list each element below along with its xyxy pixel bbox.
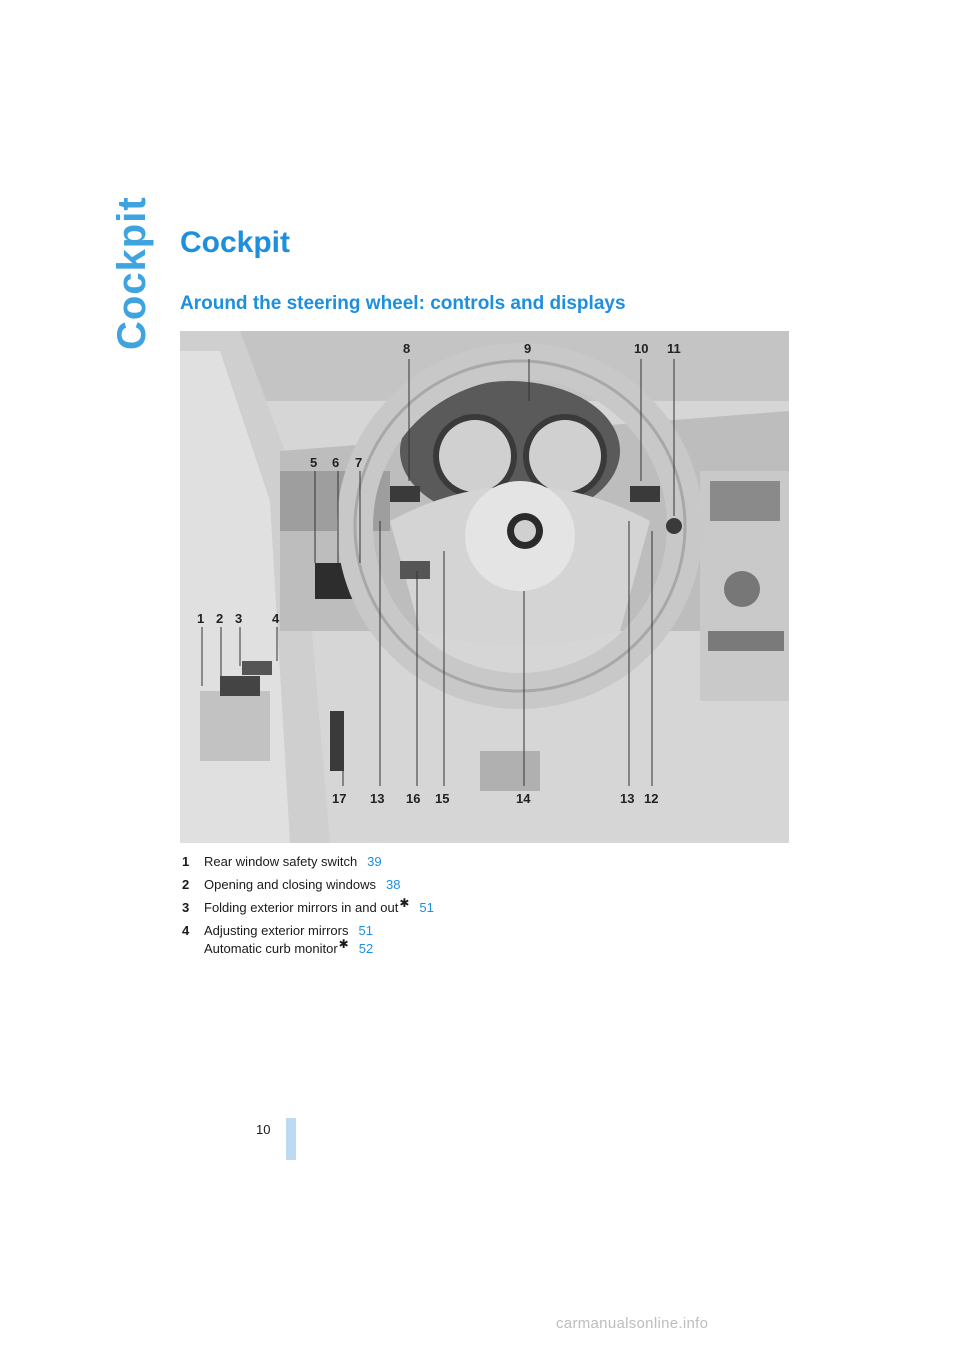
callout-14: 14 bbox=[516, 791, 531, 806]
callout-7: 7 bbox=[355, 455, 363, 470]
cockpit-drawing bbox=[180, 331, 789, 843]
callout-1: 1 bbox=[197, 611, 205, 626]
page-reference-link[interactable]: 51 bbox=[419, 900, 434, 915]
callout-9: 9 bbox=[524, 341, 532, 356]
optional-star-icon: ✱ bbox=[338, 936, 349, 951]
callout-12: 12 bbox=[644, 791, 659, 806]
legend-number: 3 bbox=[182, 900, 190, 915]
optional-star-icon: ✱ bbox=[399, 895, 410, 910]
legend-text: Folding exterior mirrors in and out bbox=[204, 900, 399, 915]
callout-4: 4 bbox=[272, 611, 280, 626]
callout-15: 15 bbox=[435, 791, 450, 806]
page-reference-link[interactable]: 52 bbox=[358, 941, 374, 956]
callout-13-right: 13 bbox=[620, 791, 635, 806]
callout-10: 10 bbox=[634, 341, 649, 356]
callout-11: 11 bbox=[667, 341, 681, 356]
callout-2: 2 bbox=[216, 611, 224, 626]
legend-number: 4 bbox=[182, 923, 190, 938]
callout-16: 16 bbox=[406, 791, 421, 806]
legend-item bbox=[182, 922, 742, 958]
legend-number: 1 bbox=[182, 854, 190, 869]
page-title: Cockpit bbox=[180, 226, 291, 259]
callout-17: 17 bbox=[332, 791, 347, 806]
legend-text: Opening and closing windows bbox=[204, 877, 376, 892]
page-reference-link[interactable]: 38 bbox=[386, 877, 401, 892]
page-reference-link[interactable]: 51 bbox=[358, 923, 373, 938]
legend-item bbox=[182, 853, 742, 871]
legend-number: 2 bbox=[182, 877, 190, 892]
legend-text: Adjusting exterior mirrors bbox=[204, 923, 349, 938]
cockpit-illustration bbox=[180, 331, 789, 843]
legend-list bbox=[182, 853, 742, 963]
page-number: 10 bbox=[256, 1122, 271, 1137]
page-marker-bar bbox=[286, 1118, 296, 1160]
legend-item bbox=[182, 876, 742, 894]
legend-subtext: Automatic curb monitor bbox=[204, 941, 338, 956]
callout-8: 8 bbox=[403, 341, 411, 356]
watermark: carmanualsonline.info bbox=[556, 1315, 709, 1332]
side-tab-label: Cockpit bbox=[110, 196, 154, 350]
callout-13-left: 13 bbox=[370, 791, 385, 806]
section-subtitle: Around the steering wheel: controls and displays bbox=[180, 293, 626, 314]
callout-5: 5 bbox=[310, 455, 318, 470]
legend-text: Rear window safety switch bbox=[204, 854, 358, 869]
callout-6: 6 bbox=[332, 455, 340, 470]
legend-item bbox=[182, 895, 742, 917]
page-reference-link[interactable]: 39 bbox=[367, 854, 382, 869]
callout-3: 3 bbox=[235, 611, 243, 626]
